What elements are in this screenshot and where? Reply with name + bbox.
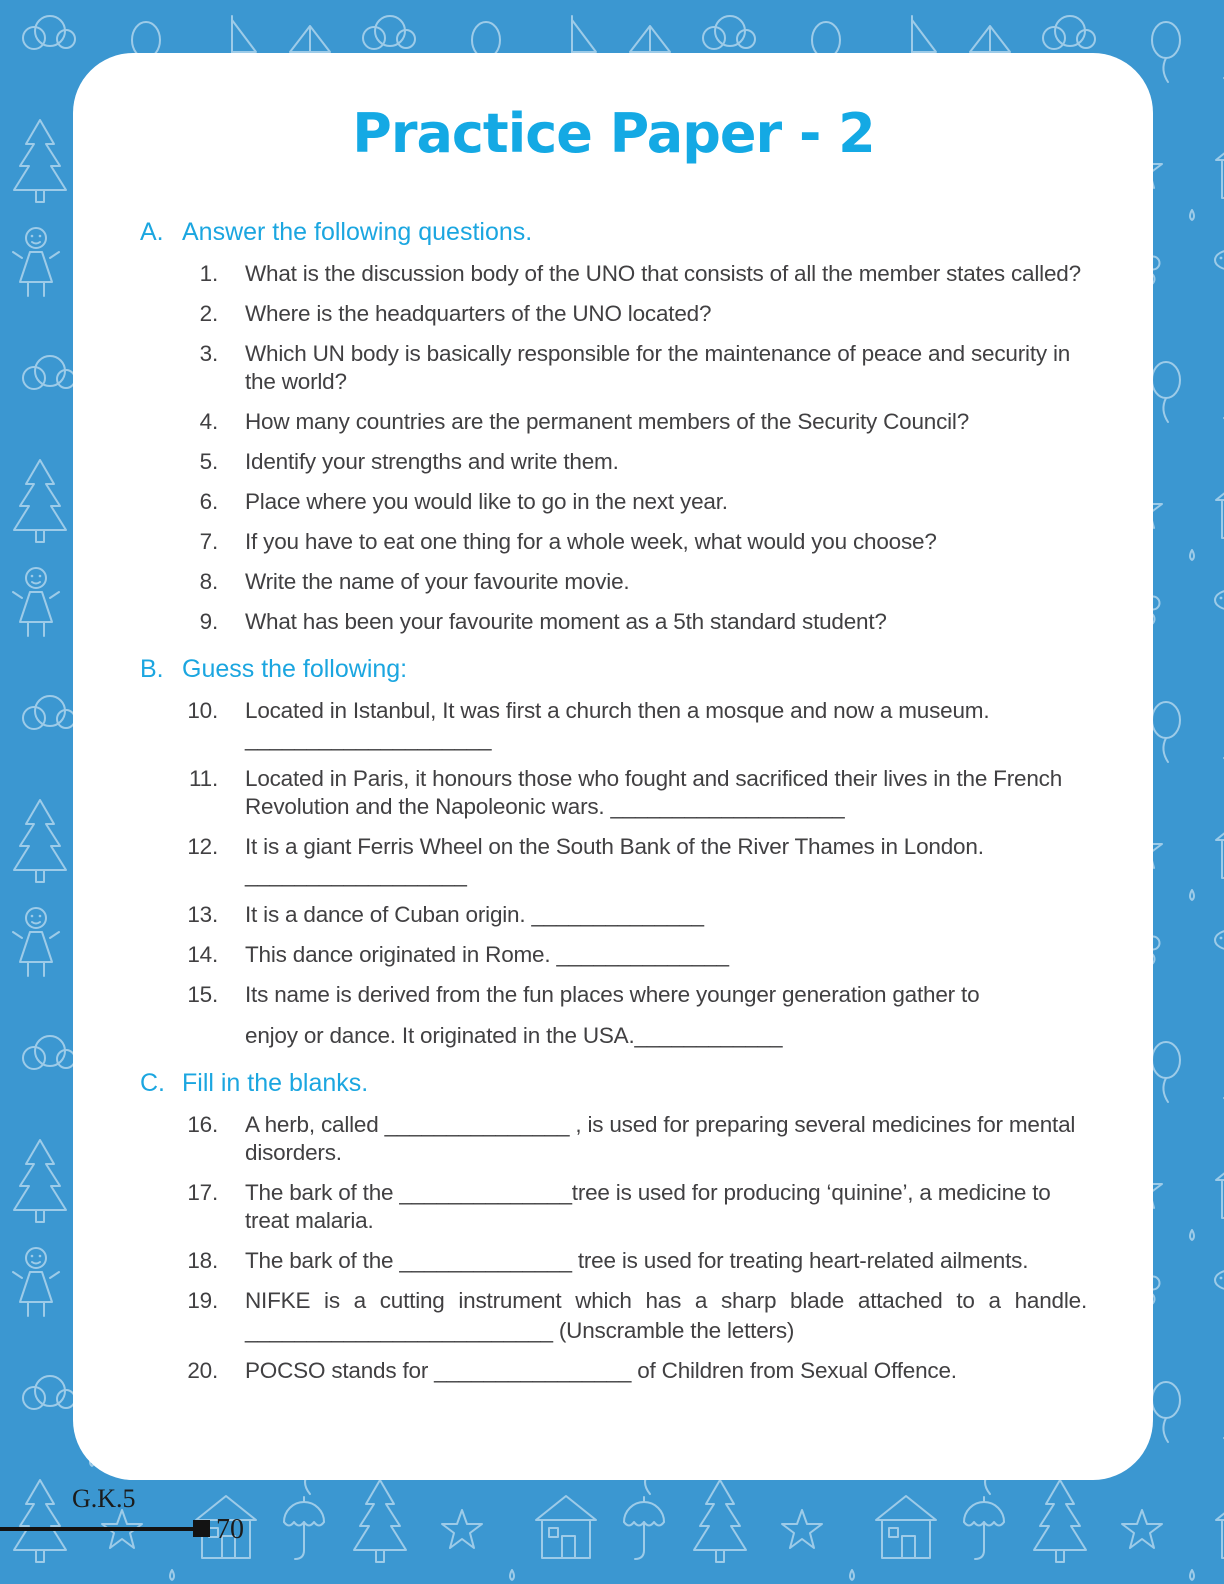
question-text: NIFKE is a cutting instrument which has a sharp blade attached to a handle. _________________________ (Unscramble the letters) bbox=[245, 1288, 1087, 1343]
question-item-6 bbox=[140, 488, 1087, 516]
question-number: 10. bbox=[187, 698, 218, 723]
question-item-9 bbox=[140, 608, 1087, 636]
question-number: 7. bbox=[199, 529, 218, 554]
page-title: Practice Paper - 2 bbox=[352, 102, 875, 165]
question-text: This dance originated in Rome. ______________ bbox=[245, 942, 729, 967]
section-c bbox=[140, 1062, 1087, 1385]
question-text: It is a giant Ferris Wheel on the South Bank of the River Thames in London. __________________ bbox=[245, 833, 1087, 889]
question-item-16 bbox=[140, 1111, 1087, 1167]
question-text: How many countries are the permanent members of the Security Council? bbox=[245, 409, 970, 434]
question-text: Located in Paris, it honours those who fought and sacrificed their lives in the French Revolution and the Napoleonic wars. ___________________ bbox=[245, 766, 1063, 819]
question-text: Write the name of your favourite movie. bbox=[245, 569, 630, 594]
answer-blank: ____________________ bbox=[245, 726, 492, 751]
question-number: 12. bbox=[187, 834, 218, 859]
question-item-7 bbox=[140, 528, 1087, 556]
question-text: Its name is derived from the fun places where younger generation gather to enjoy or dance. It originated in the USA.____________ bbox=[245, 982, 980, 1048]
question-text: What has been your favourite moment as a 5th standard student? bbox=[245, 609, 887, 634]
question-item-17 bbox=[140, 1179, 1087, 1235]
answer-blank: __________________ bbox=[245, 862, 467, 887]
answer-blank: _________________________ (Unscramble the letters) bbox=[245, 1318, 795, 1343]
question-item-4 bbox=[140, 408, 1087, 436]
section-b bbox=[140, 648, 1087, 1050]
question-item-15 bbox=[140, 981, 1087, 1050]
section-c-heading bbox=[140, 1062, 1087, 1111]
question-number: 8. bbox=[199, 569, 218, 594]
section-heading-text: Fill in the blanks. bbox=[182, 1069, 369, 1097]
question-number: 5. bbox=[199, 449, 218, 474]
section-letter: B. bbox=[140, 655, 164, 683]
question-text: Which UN body is basically responsible for the maintenance of peace and security in the world? bbox=[245, 341, 1071, 394]
question-text: What is the discussion body of the UNO that consists of all the member states called? bbox=[245, 261, 1081, 286]
question-number: 15. bbox=[187, 982, 218, 1007]
question-item-18 bbox=[140, 1247, 1087, 1275]
question-number: 18. bbox=[187, 1248, 218, 1273]
question-number: 17. bbox=[187, 1180, 218, 1205]
question-text: It is a dance of Cuban origin. ______________ bbox=[245, 902, 704, 927]
question-item-5 bbox=[140, 448, 1087, 476]
page-content bbox=[73, 53, 1153, 1385]
section-letter: C. bbox=[140, 1069, 165, 1097]
question-number: 16. bbox=[187, 1112, 218, 1137]
question-text: POCSO stands for ________________ of Children from Sexual Offence. bbox=[245, 1358, 957, 1383]
section-heading-text: Answer the following questions. bbox=[182, 218, 533, 246]
question-text: If you have to eat one thing for a whole week, what would you choose? bbox=[245, 529, 937, 554]
question-item-13 bbox=[140, 901, 1087, 929]
question-item-14 bbox=[140, 941, 1087, 969]
question-number: 1. bbox=[199, 261, 218, 286]
question-number: 9. bbox=[199, 609, 218, 634]
footer-rule bbox=[0, 1527, 194, 1531]
question-number: 6. bbox=[199, 489, 218, 514]
section-letter: A. bbox=[140, 218, 164, 246]
question-item-19 bbox=[140, 1287, 1087, 1345]
page-card bbox=[73, 53, 1153, 1480]
question-item-10 bbox=[140, 697, 1087, 753]
footer-square-marker bbox=[193, 1520, 210, 1537]
question-item-2 bbox=[140, 300, 1087, 328]
question-item-3 bbox=[140, 340, 1087, 396]
question-number: 3. bbox=[199, 341, 218, 366]
question-number: 14. bbox=[187, 942, 218, 967]
section-a-heading bbox=[140, 165, 1087, 260]
question-text: The bark of the ______________ tree is used for treating heart-related ailments. bbox=[245, 1248, 1029, 1273]
section-b-heading bbox=[140, 648, 1087, 697]
question-number: 2. bbox=[199, 301, 218, 326]
question-number: 20. bbox=[187, 1358, 218, 1383]
question-item-12 bbox=[140, 833, 1087, 889]
question-number: 11. bbox=[188, 766, 218, 791]
section-a bbox=[140, 165, 1087, 636]
question-text: A herb, called _______________ , is used for preparing several medicines for mental disorders. bbox=[245, 1112, 1076, 1165]
page-number: 70 bbox=[216, 1514, 244, 1545]
question-item-20 bbox=[140, 1357, 1087, 1385]
question-number: 4. bbox=[199, 409, 218, 434]
question-text: Place where you would like to go in the next year. bbox=[245, 489, 728, 514]
question-number: 13. bbox=[187, 902, 218, 927]
question-item-8 bbox=[140, 568, 1087, 596]
book-label: G.K.5 bbox=[72, 1484, 136, 1513]
section-heading-text: Guess the following: bbox=[182, 655, 408, 683]
question-text: The bark of the ______________tree is used for producing ‘quinine’, a medicine to treat malaria. bbox=[245, 1180, 1051, 1233]
question-text: Identify your strengths and write them. bbox=[245, 449, 619, 474]
question-text: Located in Istanbul, It was first a church then a mosque and now a museum. ____________________ bbox=[245, 697, 1087, 753]
question-text: Where is the headquarters of the UNO located? bbox=[245, 301, 712, 326]
question-item-1 bbox=[140, 260, 1087, 288]
question-number: 19. bbox=[187, 1288, 218, 1313]
question-item-11 bbox=[140, 765, 1087, 821]
